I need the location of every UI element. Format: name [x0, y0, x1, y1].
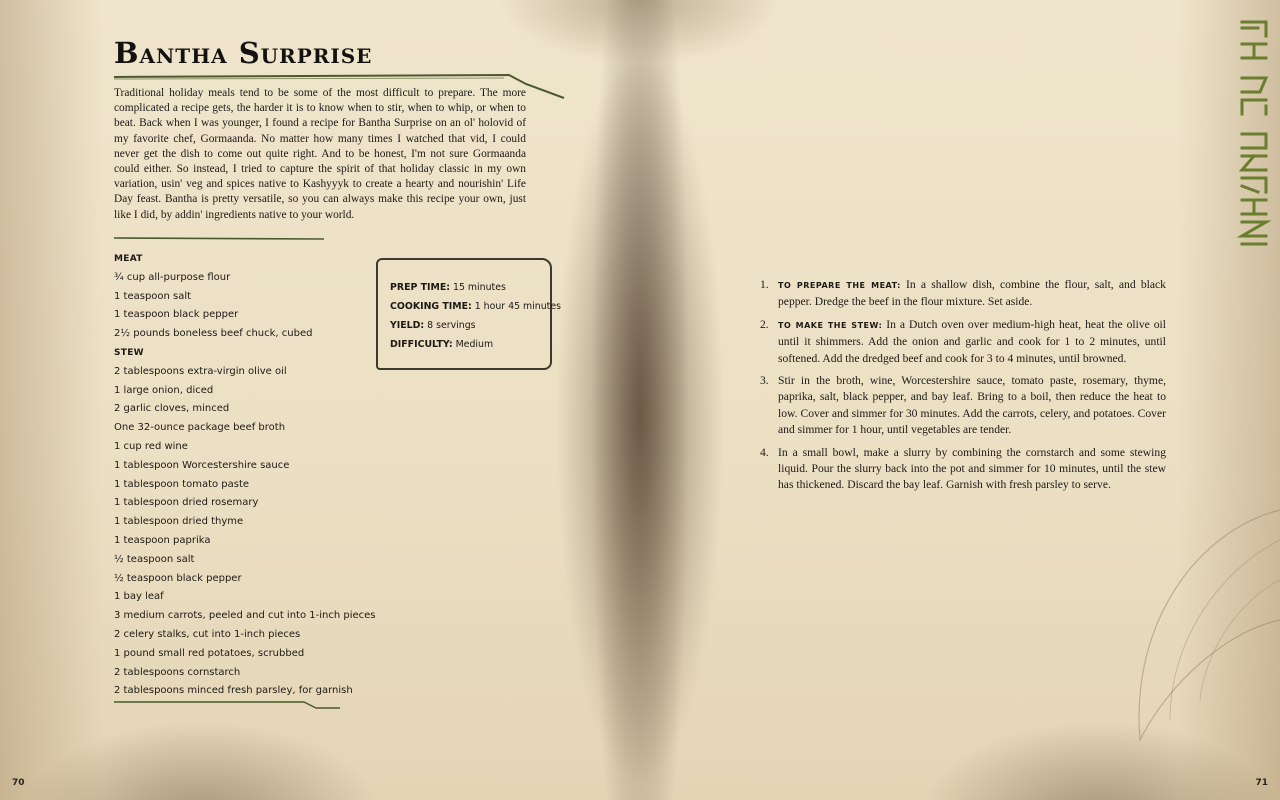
- yield-label: YIELD:: [390, 320, 425, 331]
- yield-value: 8 servings: [427, 320, 476, 331]
- instruction-step: [760, 277, 1166, 311]
- ingredient-item: One 32-ounce package beef broth: [114, 422, 286, 434]
- cooking-time-value: 1 hour 45 minutes: [474, 301, 561, 312]
- ingredient-item: ¾ cup all-purpose flour: [114, 271, 231, 283]
- ingredient-section-heading: MEAT: [114, 254, 143, 264]
- instruction-step: [760, 317, 1166, 367]
- difficulty-value: Medium: [455, 339, 494, 350]
- difficulty-row: [390, 335, 550, 354]
- step-text: In a small bowl, make a slurry by combining the cornstarch and some stewing liquid. Pour the slurry back into the pot and simmer for 10 minutes, until the stew has thickened. Discard the bay leaf. Garnish with fresh parsley to serve.: [778, 445, 1166, 492]
- step-text: Stir in the broth, wine, Worcestershire sauce, tomato paste, rosemary, thyme, paprika, salt, black pepper, and bay leaf. Bring to a boil, then reduce the heat to low. Cover and simmer for 30 minutes. Add the carrots, celery, and potatoes. Cover and simmer for 1 hour, until vegetables are tender.: [778, 374, 1166, 437]
- ingredient-item: ½ teaspoon salt: [114, 553, 195, 565]
- step-number: 3.: [760, 374, 769, 388]
- ingredient-item: 2½ pounds boneless beef chuck, cubed: [114, 328, 313, 340]
- step-lead: TO MAKE THE STEW:: [778, 320, 883, 330]
- ingredient-item: 1 large onion, diced: [114, 384, 214, 396]
- instruction-step: [760, 373, 1166, 439]
- ingredient-item: 1 teaspoon black pepper: [114, 309, 239, 321]
- prep-time-label: PREP TIME:: [390, 282, 450, 293]
- page-number-right: 71: [1255, 778, 1268, 788]
- ingredient-item: 2 celery stalks, cut into 1-inch pieces: [114, 628, 301, 640]
- cooking-time-row: [390, 297, 561, 316]
- section-divider: [114, 236, 326, 242]
- intro-paragraph: Traditional holiday meals tend to be some of the most difficult to prepare. The more complicated a recipe gets, the harder it is to know when to stir, when to whip, or when to beat. Back when I was younger, I found a recipe for Bantha Surprise on an ol' holovid of my favorite chef, Gormaanda. No matter how many times I watched that vid, I could never get the dish to come out quite right. And to be honest, I'm not sure Gormaanda could either. So instead, I tried to capture the spirit of that holiday classic in my own variation, usin' veg and spices native to Kashyyyk to create a hearty and nourishin' Life Day feast. Bantha is pretty versatile, so you can always make this recipe your own, just like I did, by addin' ingredients native to your world.: [114, 87, 526, 221]
- instruction-step: [760, 445, 1166, 494]
- recipe-info-box: [376, 258, 561, 370]
- ingredient-item: ½ teaspoon black pepper: [114, 572, 242, 584]
- prep-time-value: 15 minutes: [452, 282, 506, 293]
- ingredient-item: 3 medium carrots, peeled and cut into 1-inch pieces: [114, 610, 376, 622]
- yield-row: [390, 316, 550, 335]
- step-number: 2.: [760, 317, 769, 331]
- step-number: 1.: [760, 278, 769, 291]
- step-lead: TO PREPARE THE MEAT:: [778, 281, 901, 290]
- ingredient-item: 1 tablespoon dried thyme: [114, 516, 244, 528]
- cooking-time-label: COOKING TIME:: [390, 301, 472, 312]
- step-text: In a shallow dish, combine the flour, salt, and black pepper. Dredge the beef in the flour mixture. Set aside.: [778, 278, 1166, 309]
- ingredient-item: 1 tablespoon Worcestershire sauce: [114, 459, 290, 471]
- list-end-ornament: [114, 700, 344, 712]
- prep-time-row: [390, 278, 550, 297]
- ingredient-item: 1 teaspoon salt: [114, 290, 192, 302]
- ingredients-list: [114, 250, 374, 701]
- step-number: 4.: [760, 445, 769, 459]
- ingredient-item: 1 tablespoon tomato paste: [114, 478, 250, 490]
- ingredient-item: 2 tablespoons minced fresh parsley, for garnish: [114, 685, 353, 697]
- aurebesh-script-icon: [1236, 16, 1272, 252]
- leaf-watermark: [1110, 480, 1280, 780]
- ingredient-item: 1 tablespoon dried rosemary: [114, 497, 259, 509]
- ingredient-item: 1 bay leaf: [114, 591, 164, 603]
- difficulty-label: DIFFICULTY:: [390, 339, 453, 350]
- ingredient-item: 1 cup red wine: [114, 440, 188, 452]
- ingredient-item: 1 pound small red potatoes, scrubbed: [114, 647, 305, 659]
- page-title: Bantha Surprise: [114, 36, 373, 70]
- ingredient-item: 1 teaspoon paprika: [114, 534, 211, 546]
- ingredient-section-heading: STEW: [114, 347, 144, 358]
- step-text: In a Dutch oven over medium-high heat, heat the olive oil until it shimmers. Add the onion and garlic and cook for 1 to 2 minutes, until softened. Add the dredged beef and cook for 3 to 4 minutes, until browned.: [778, 317, 1166, 365]
- right-page: [640, 0, 1280, 800]
- instructions-list: [760, 277, 1166, 500]
- ingredient-item: 2 tablespoons cornstarch: [114, 666, 241, 678]
- page-number-left: 70: [12, 778, 25, 788]
- ingredient-item: 2 tablespoons extra-virgin olive oil: [114, 365, 287, 377]
- ingredient-item: 2 garlic cloves, minced: [114, 403, 230, 415]
